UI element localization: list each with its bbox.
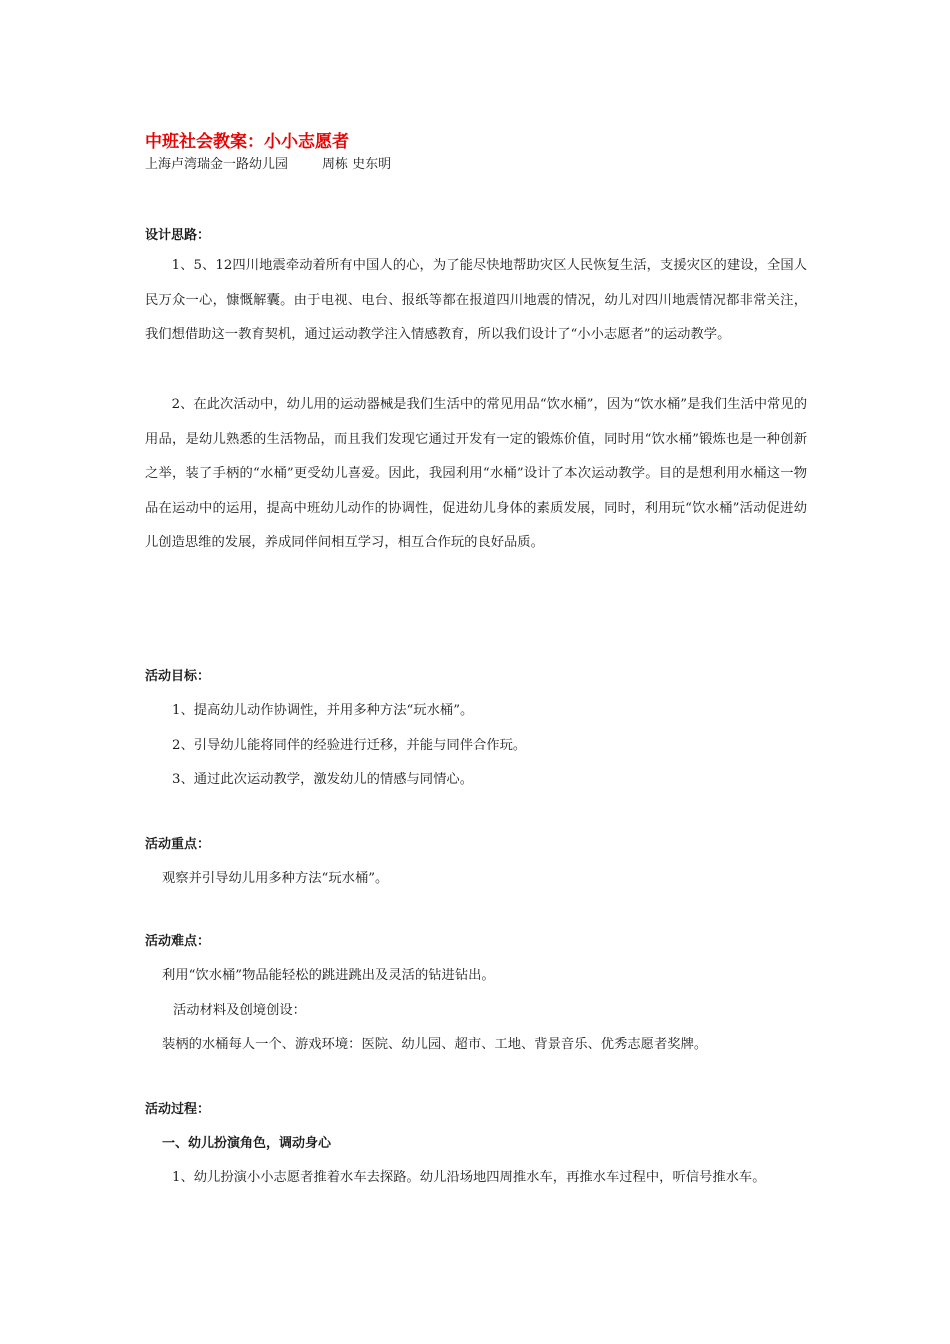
goal-item-3: 3、通过此次运动教学，激发幼儿的情感与同情心。 xyxy=(172,772,473,787)
goals-heading: 活动目标： xyxy=(145,669,211,684)
author-names: 周栋 史东明 xyxy=(322,157,392,172)
difficulty-heading: 活动难点： xyxy=(145,934,211,949)
goal-item-2: 2、引导幼儿能将同伴的经验进行迁移，并能与同伴合作玩。 xyxy=(172,738,527,753)
process-heading: 活动过程： xyxy=(145,1102,211,1117)
design-paragraph-2: 2、在此次活动中，幼儿用的运动器械是我们生活中的常见用品“饮水桶”，因为“饮水桶”是我们生活中常见的用品，是幼儿熟悉的生活物品，而且我们发现它通过开发有一定的锻炼价值，同时用“饮水桶”锻炼也是一种创新之举，装了手柄的“水桶”更受幼儿喜爱。因此，我园利用“水桶”设计了本次运动教学。目的是想利用水桶这一物品在运动中的运用，提高中班幼儿动作的协调性，促进幼儿身体的素质发展，同时，利用玩“饮水桶”活动促进幼儿创造思维的发展，养成同伴间相互学习，相互合作玩的良好品质。 xyxy=(145,397,807,551)
process-step1-heading: 一、幼儿扮演角色，调动身心 xyxy=(162,1136,332,1151)
document-title: 中班社会教案：小小志愿者 xyxy=(145,132,349,152)
school-name: 上海卢湾瑞金一路幼儿园 xyxy=(145,157,289,172)
document-subtitle xyxy=(145,153,391,172)
difficulty-text: 利用“饮水桶”物品能轻松的跳进跳出及灵活的钻进钻出。 xyxy=(162,968,495,983)
design-heading: 设计思路： xyxy=(145,228,211,243)
materials-label: 活动材料及创境创设： xyxy=(173,1003,306,1018)
focus-heading: 活动重点： xyxy=(145,837,211,852)
goal-item-1: 1、提高幼儿动作协调性，并用多种方法“玩水桶”。 xyxy=(172,703,474,718)
focus-text: 观察并引导幼儿用多种方法“玩水桶”。 xyxy=(162,871,389,886)
design-paragraph-1: 1、5、12四川地震牵动着所有中国人的心，为了能尽快地帮助灾区人民恢复生活，支援灾区的建设，全国人民万众一心，慷慨解囊。由于电视、电台、报纸等都在报道四川地震的情况，幼儿对四川地震情况都非常关注，我们想借助这一教育契机，通过运动教学注入情感教育，所以我们设计了“小小志愿者”的运动教学。 xyxy=(145,258,807,343)
process-step1-item1: 1、幼儿扮演小小志愿者推着水车去探路。幼儿沿场地四周推水车，再推水车过程中，听信号推水车。 xyxy=(172,1170,766,1185)
materials-text: 装柄的水桶每人一个、游戏环境：医院、幼儿园、超市、工地、背景音乐、优秀志愿者奖牌。 xyxy=(162,1037,708,1052)
